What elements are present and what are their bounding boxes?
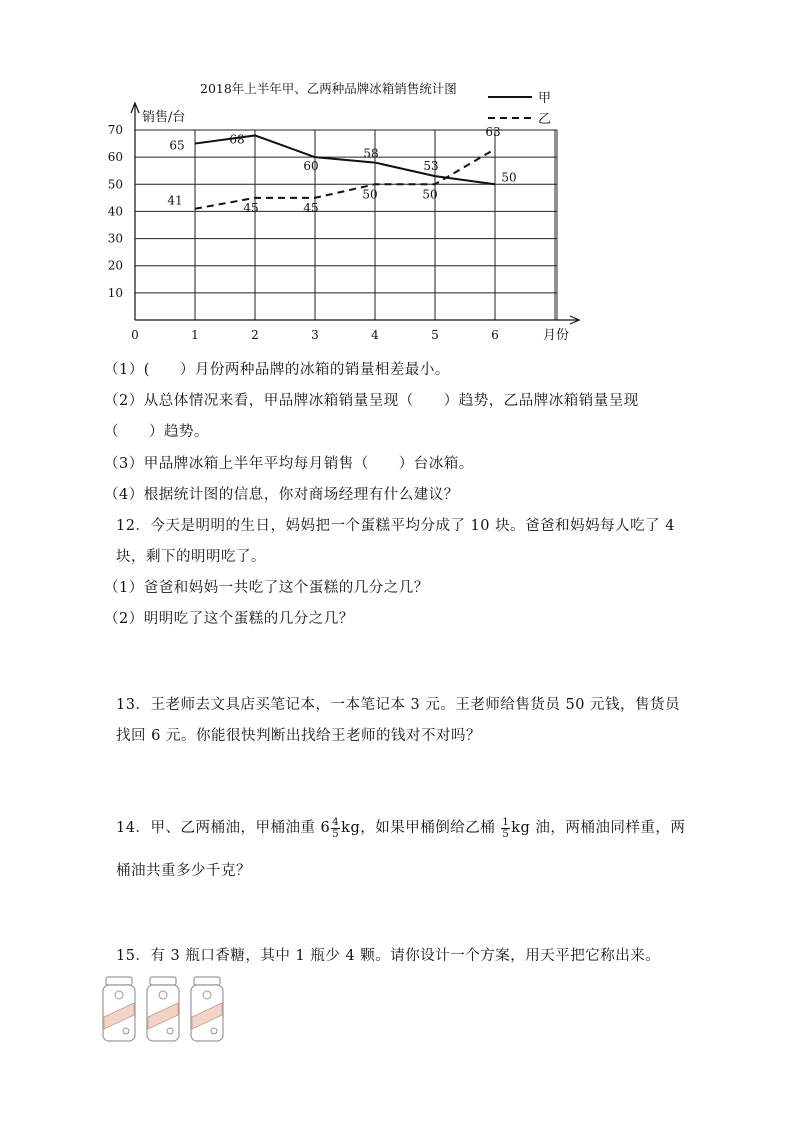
data-label: 50 xyxy=(422,187,438,202)
q14-line1 xyxy=(116,816,685,840)
q12-sub2: （2）明明吃了这个蛋糕的几分之几？ xyxy=(104,611,354,627)
fraction-numerator: 4 xyxy=(332,816,340,828)
q11-sub1: （1）( ）月份两种品牌的冰箱的销量相差最小。 xyxy=(104,362,450,378)
data-label: 65 xyxy=(169,138,185,153)
q12-line2: 块，剩下的明明吃了。 xyxy=(116,549,266,565)
q12-line1: 12．今天是明明的生日，妈妈把一个蛋糕平均分成了 10 块。爸爸和妈妈每人吃了 4 xyxy=(116,518,675,534)
chart-title: 2018年上半年甲、乙两种品牌冰箱销售统计图 xyxy=(200,81,457,96)
origin-label: 0 xyxy=(131,328,139,342)
x-tick-label: 1 xyxy=(191,328,199,342)
data-label: 60 xyxy=(303,159,319,174)
y-tick-label: 60 xyxy=(107,150,123,165)
y-tick-label: 30 xyxy=(107,231,123,246)
q14-text-part2: kg，如果甲桶倒给乙桶 xyxy=(341,820,501,836)
x-tick-label: 5 xyxy=(431,328,439,342)
data-label: 53 xyxy=(423,159,439,174)
data-label: 50 xyxy=(501,170,517,185)
gum-bottle-icon xyxy=(103,977,135,1041)
fraction-denominator: 5 xyxy=(502,828,510,840)
y-tick-label: 70 xyxy=(107,123,123,137)
data-label: 45 xyxy=(243,200,259,215)
y-tick-label: 40 xyxy=(107,204,123,219)
fraction-denominator: 5 xyxy=(332,828,340,840)
x-tick-label: 3 xyxy=(311,328,319,342)
sales-line-chart xyxy=(100,75,580,350)
data-label: 58 xyxy=(363,146,379,161)
q14-text-part3: kg 油，两桶油同样重，两 xyxy=(511,820,686,836)
q12-sub1: （1）爸爸和妈妈一共吃了这个蛋糕的几分之几？ xyxy=(104,580,429,596)
q14-text-part1: 14．甲、乙两桶油，甲桶油重 6 xyxy=(116,820,331,836)
y-axis-label: 销售/台 xyxy=(142,110,186,125)
q11-sub2-line1: （2）从总体情况来看，甲品牌冰箱销量呈现（ ）趋势，乙品牌冰箱销量呈现 xyxy=(104,393,639,409)
data-label: 63 xyxy=(485,125,501,139)
x-tick-label: 6 xyxy=(491,328,499,342)
y-tick-label: 50 xyxy=(107,177,123,192)
gum-bottles-image xyxy=(100,975,230,1045)
q11-sub4: （4）根据统计图的信息，你对商场经理有什么建议？ xyxy=(104,487,459,503)
q11-sub2-line2: （ ）趋势。 xyxy=(104,424,209,440)
data-label: 68 xyxy=(229,132,245,147)
q14-line2: 桶油共重多少千克？ xyxy=(116,863,251,879)
x-tick-label: 4 xyxy=(371,328,379,342)
x-axis-label: 月份 xyxy=(543,328,570,343)
y-tick-label: 20 xyxy=(107,258,123,273)
q13-line1: 13．王老师去文具店买笔记本，一本笔记本 3 元。王老师给售货员 50 元钱，售货员 xyxy=(116,697,681,713)
data-label: 41 xyxy=(167,193,183,208)
x-tick-label: 2 xyxy=(251,328,259,342)
data-label: 45 xyxy=(303,200,319,215)
q15-line1: 15．有 3 瓶口香糖，其中 1 瓶少 4 颗。请你设计一个方案，用天平把它称出来。 xyxy=(116,948,661,964)
q11-sub3: （3）甲品牌冰箱上半年平均每月销售（ ）台冰箱。 xyxy=(104,456,474,472)
fraction-one-fifth xyxy=(501,817,510,840)
q13-line2: 找回 6 元。你能很快判断出找给王老师的钱对不对吗？ xyxy=(116,728,481,744)
fraction-numerator: 1 xyxy=(502,816,510,828)
legend-label: 乙 xyxy=(538,112,552,127)
fraction-four-fifths xyxy=(331,817,340,840)
data-label: 50 xyxy=(362,187,378,202)
y-tick-label: 10 xyxy=(107,285,123,300)
gum-bottle-icon xyxy=(191,977,223,1041)
legend-label: 甲 xyxy=(538,91,552,106)
gum-bottle-icon xyxy=(147,977,179,1041)
